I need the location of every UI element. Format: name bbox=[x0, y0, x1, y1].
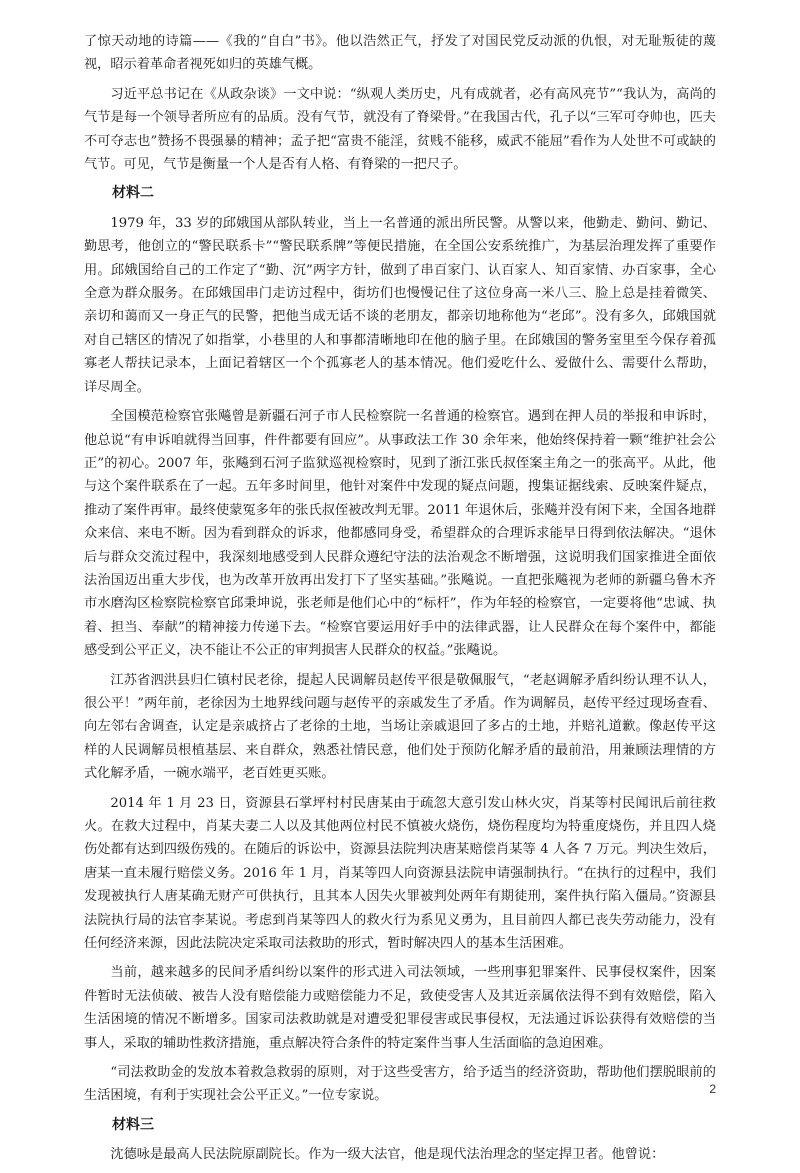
paragraph-judicial-aid: 当前，越来越多的民间矛盾纠纷以案件的形式进入司法领域，一些刑事犯罪案件、民事侵权案件，因案件暂时无法侦破、被告人没有赔偿能力或赔偿能力不足，致使受害人及其近亲属依法得不到有效赔偿，陷入生活困境的情况不断增多。国家司法救助就是对遭受犯罪侵害或民事侵权，无法通过诉讼获得有效赔偿的当事人，采取的辅助性救济措施，重点解决符合条件的特定案件当事人生活面临的急迫困难。 bbox=[84, 965, 716, 1051]
section-heading-material-2: 材料二 bbox=[112, 185, 154, 202]
document-page bbox=[84, 30, 716, 1173]
paragraph-zhang-biao: 全国模范检察官张飚曾是新疆石河子市人民检察院一名普通的检察官。遇到在押人员的举报和申诉时，他总说“有申诉咱就得当回事，件件都要有回应”。从事政法工作 30 余年来，他始终保持着一颗“维护社会公正”的初心。2007 年，张飚到石河子监狱巡视检察时，见到了浙江张氏叔侄案主角之一的张高平。从此，他与这个案件联系在了一起。五年多时间里，他针对案件中发现的疑点问题，搜集证据线索、反映案件疑点，推动了案件再审。最终使蒙冤多年的张氏叔侄被改判无罪。2011 年退休后，张飚并没有闲下来，全国各地群众来信、来电不断。因为看到群众的诉求，他都感同身受，希望群众的合理诉求能早日得到依法解决。“退休后与群众交流过程中，我深刻地感受到人民群众遵纪守法的法治观念不断增强，这说明我们国家推进全面依法治国迈出重大步伐，也为改革开放再出发打下了坚实基础。”张飚说。一直把张飚视为老师的新疆乌鲁木齐市水磨沟区检察院检察官邱秉坤说，张老师是他们心中的“标杆”，作为年轻的检察官，一定要将他“忠诚、执着、担当、奉献”的精神接力传递下去。“检察官要运用好手中的法律武器，让人民群众在每个案件中，都能感受到公平正义，决不能让不公正的审判损害人民群众的权益。”张飚说。 bbox=[84, 409, 716, 659]
paragraph-shen-deyong: 沈德咏是最高人民法院原副院长。作为一级大法官，他是现代法治理念的坚定捍卫者。他曾说： bbox=[110, 1147, 665, 1163]
paragraph-zhao-chuanping: 江苏省泗洪县归仁镇村民老徐，提起人民调解员赵传平很是敬佩服气，“老赵调解矛盾纠纷认理不认人，很公平！”两年前，老徐因为土地界线问题与赵传平的亲戚发生了矛盾。作为调解员，赵传平经过现场查看、向左邻右舍调查，认定是亲戚挤占了老徐的土地，当场让亲戚退回了多占的土地，并赔礼道歉。像赵传平这样的人民调解员根植基层、来自群众，熟悉社情民意，他们处于预防化解矛盾的最前沿，用兼顾法理情的方式化解矛盾，一碗水端平，老百姓更买账。 bbox=[84, 672, 716, 782]
paragraph-expert-quote: “司法救助金的发放本着救急救弱的原则，对于这些受害方，给予适当的经济资助，帮助他们摆脱眼前的生活困境，有利于实现社会公平正义。”一位专家说。 bbox=[84, 1065, 716, 1104]
paragraph-xi-quote: 习近平总书记在《从政杂谈》一文中说：“纵观人类历史，凡有成就者，必有高风亮节”“我认为，高尚的气节是每一个领导者所应有的品质。没有气节，就没有了脊梁骨。”在我国古代，孔子以“三军可夺帅也，匹夫不可夺志也”赞扬不畏强暴的精神；孟子把“富贵不能淫，贫贱不能移，威武不能屈”看作为人处世不可或缺的气节。可见，气节是衡量一个人是否有人格、有脊梁的一把尺子。 bbox=[84, 86, 716, 173]
section-heading-material-3: 材料三 bbox=[112, 1116, 154, 1133]
paragraph-fire-case: 2014 年 1 月 23 日，资源县石掌坪村村民唐某由于疏忽大意引发山林火灾，肖某等村民闻讯后前往救火。在救大过程中，肖某夫妻二人以及其他两位村民不慎被火烧伤，烧伤程度均为特重度烧伤，并且四人烧伤处都有达到四级伤残的。在随后的诉讼中，资源县法院判决唐某赔偿肖某等 4 人各 7 万元。判决生效后，唐某一直未履行赔偿义务。2016 年 1 月，肖某等四人向资源县法院申请强制执行。“在执行的过程中，我们发现被执行人唐某确无财产可供执行，且其本人因失火罪被判处两年有期徒刑，案件执行陷入僵局。”资源县法院执行局的法官李某说。考虑到肖某等四人的救火行为系见义勇为，且目前四人都已丧失劳动能力，没有任何经济来源，因此法院决定采取司法救助的形式，暂时解决四人的基本生活困难。 bbox=[84, 795, 716, 952]
page-number: 2 bbox=[709, 1082, 716, 1096]
paragraph-qiu-eguo: 1979 年，33 岁的邱娥国从部队转业，当上一名普通的派出所民警。从警以来，他勤走、勤问、勤记、勤思考，他创立的“警民联系卡”“警民联系牌”等便民措施，在全国公安系统推广，为基层治理发挥了重要作用。邱娥国给自己的工作定了“勤、沉”两字方针，做到了串百家门、认百家人、知百家情、办百家事，全心全意为群众服务。在邱娥国串门走访过程中，街坊们也慢慢记住了这位身高一米八三、脸上总是挂着微笑、亲切和蔼而又一身正气的民警，把他当成无话不谈的老朋友，都亲切地称他为“老邱”。没有多久，邱娥国就对自己辖区的情况了如指掌，小巷里的人和事都清晰地印在他的脑子里。在邱娥国的警务室里至今保存着孤寡老人帮扶记录本，上面记着辖区一个个孤寡老人的基本情况。他们爱吃什么、爱做什么、需要什么帮助，详尽周全。 bbox=[84, 215, 716, 395]
paragraph-continued: 了惊天动地的诗篇——《我的“自白”书》。他以浩然正气，抒发了对国民党反动派的仇恨，对无耻叛徒的蔑视，昭示着革命者视死如归的英雄气概。 bbox=[84, 34, 716, 73]
